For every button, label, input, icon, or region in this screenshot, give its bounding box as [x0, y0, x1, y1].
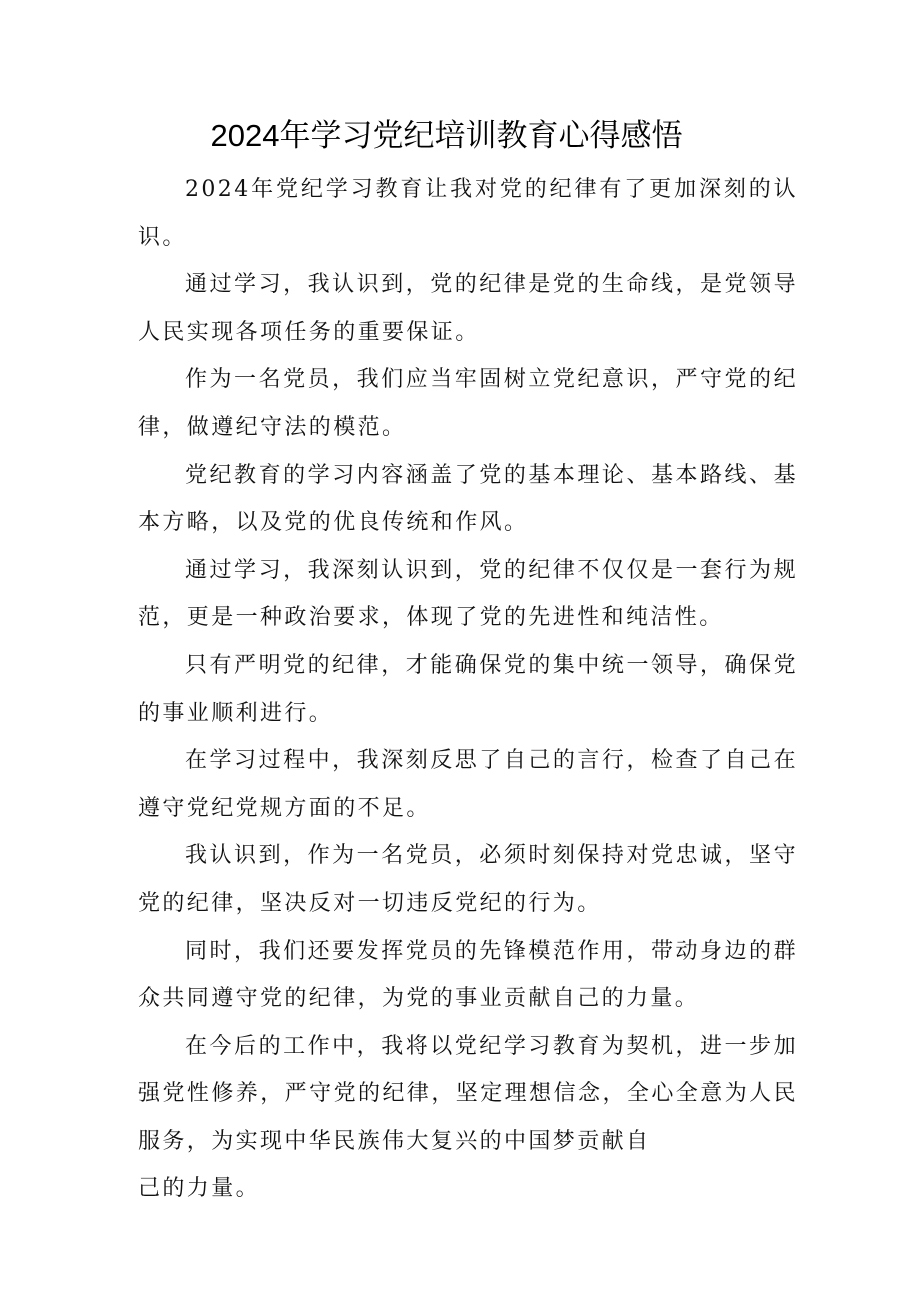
paragraph-5: 通过学习，我深刻认识到，党的纪律不仅仅是一套行为规范，更是一种政治要求，体现了党的先进性和纯洁性。 [138, 557, 798, 631]
paragraph-1: 2024年党纪学习教育让我对党的纪律有了更加深刻的认识。 [138, 177, 798, 250]
document-body [138, 166, 798, 1213]
paragraph-10: 在今后的工作中，我将以党纪学习教育为契机，进一步加强党性修养，严守党的纪律，坚定理想信念，全心全意为人民服务，为实现中华民族伟大复兴的中国梦贡献自 [138, 1033, 798, 1154]
closing-line: 己的力量。 [138, 1176, 261, 1202]
paragraph-7: 在学习过程中，我深刻反思了自己的言行，检查了自己在遵守党纪党规方面的不足。 [138, 748, 798, 821]
paragraph-3: 作为一名党员，我们应当牢固树立党纪意识，严守党的纪律，做遵纪守法的模范。 [138, 367, 798, 440]
document-title: 2024年学习党纪培训教育心得感悟 [210, 118, 683, 153]
paragraph-4: 党纪教育的学习内容涵盖了党的基本理论、基本路线、基本方略，以及党的优良传统和作风。 [138, 462, 798, 536]
paragraph-6: 只有严明党的纪律，才能确保党的集中统一领导，确保党的事业顺利进行。 [138, 652, 798, 726]
paragraph-8: 我认识到，作为一名党员，必须时刻保持对党忠诚，坚守党的纪律，坚决反对一切违反党纪的行为。 [138, 843, 798, 916]
paragraph-9: 同时，我们还要发挥党员的先锋模范作用，带动身边的群众共同遵守党的纪律，为党的事业贡献自己的力量。 [138, 938, 798, 1012]
paragraph-2: 通过学习，我认识到，党的纪律是党的生命线，是党领导人民实现各项任务的重要保证。 [138, 272, 798, 345]
